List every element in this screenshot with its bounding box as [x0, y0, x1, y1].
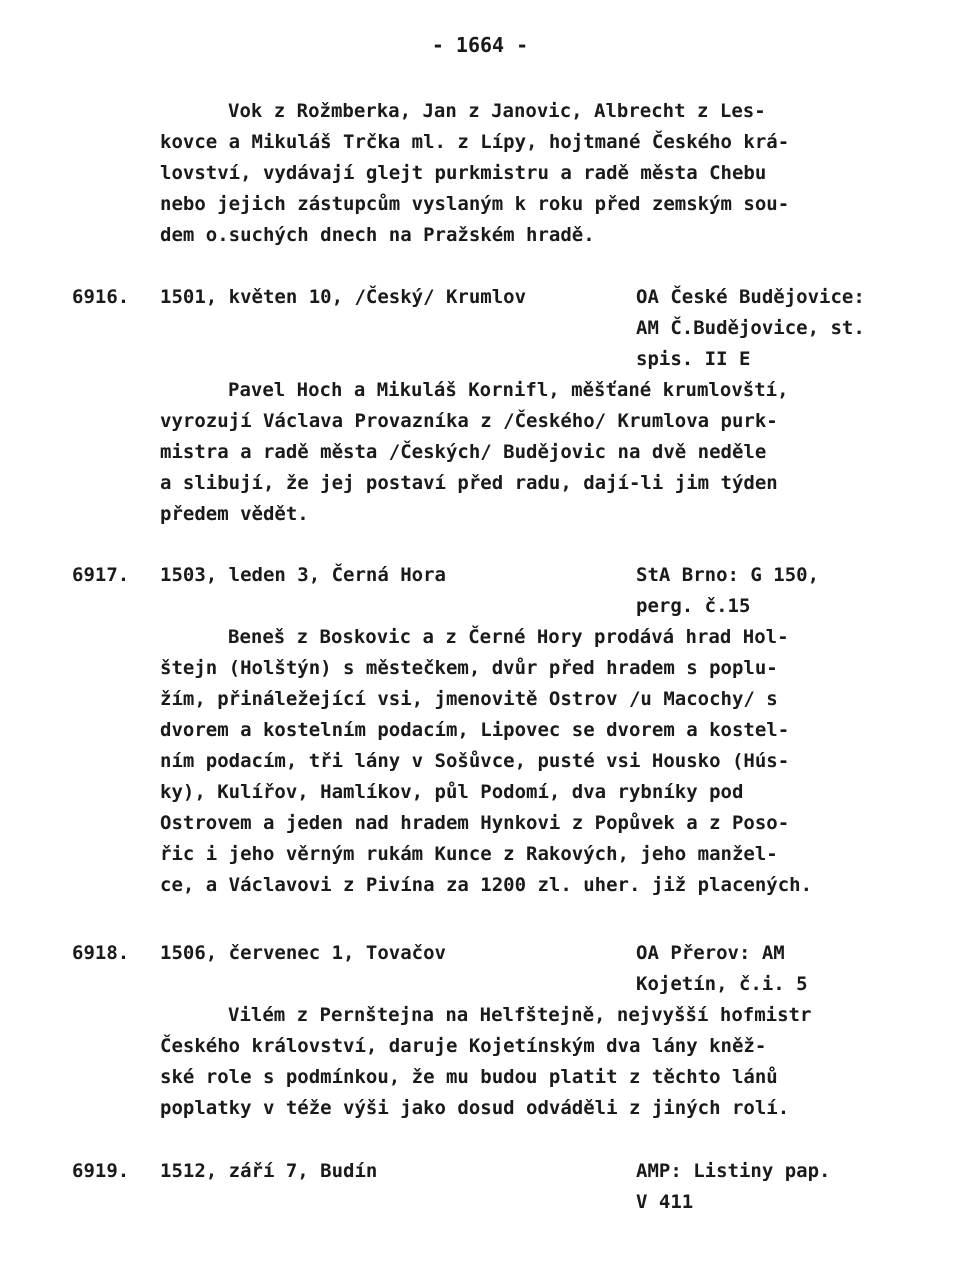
entry-date-place: 1512, září 7, Budín [160, 1160, 378, 1182]
text-line: ním podacím, tři lány v Sošůvce, pusté vsi Housko (Hús- [160, 750, 790, 772]
entry-body [160, 622, 880, 901]
page-number: - 1664 - [431, 33, 529, 57]
text-line: nebo jejich zástupcům vyslaným k roku před zemským sou- [160, 193, 790, 215]
archive-line: spis. II E [636, 348, 751, 370]
text-line: štejn (Holštýn) s městečkem, dvůr před hradem s poplu- [160, 657, 778, 679]
text-line: ské role s podmínkou, že mu budou platit z těchto lánů [160, 1066, 778, 1088]
text-line: dvorem a kostelním podacím, Lipovec se dvorem a kostel- [160, 719, 790, 741]
text-line: ky), Kulířov, Hamlíkov, půl Podomí, dva rybníky pod [160, 781, 744, 803]
archive-line: OA České Budějovice: [636, 286, 865, 308]
text-line: řic i jeho věrným rukám Kunce z Rakových, jeho manžel- [160, 843, 778, 865]
text-line: mistra a radě města /Českých/ Budějovic na dvě neděle [160, 441, 767, 463]
entry-body [160, 375, 880, 530]
text-line: Pavel Hoch a Mikuláš Kornifl, měšťané krumlovští, [228, 379, 789, 401]
archive-line: perg. č.15 [636, 595, 751, 617]
text-line: Českého království, daruje Kojetínským dva lány kněž- [160, 1035, 767, 1057]
archive-line: OA Přerov: AM [636, 942, 785, 964]
entry-archive-reference [636, 282, 936, 375]
entry-archive-reference [636, 938, 936, 1000]
entry-number: 6919. [72, 1160, 130, 1182]
intro-paragraph [160, 96, 880, 251]
text-line: vyrozují Václava Provazníka z /Českého/ Krumlova purk- [160, 410, 778, 432]
text-line: Vilém z Pernštejna na Helfštejně, nejvyšší hofmistr [228, 1004, 812, 1026]
archive-line: Kojetín, č.i. 5 [636, 973, 808, 995]
text-line: lovství, vydávají glejt purkmistru a radě města Chebu [160, 162, 767, 184]
text-line: Ostrovem a jeden nad hradem Hynkovi z Popůvek a z Poso- [160, 812, 790, 834]
entry-date-place: 1503, leden 3, Černá Hora [160, 564, 446, 586]
text-line: a slibují, že jej postaví před radu, dají-li jim týden [160, 472, 778, 494]
entry-archive-reference [636, 560, 936, 622]
entry-archive-reference [636, 1156, 936, 1218]
entry-number: 6918. [72, 942, 130, 964]
text-line: žím, přináležející vsi, jmenovitě Ostrov /u Macochy/ s [160, 688, 778, 710]
entry-date-place: 1506, červenec 1, Tovačov [160, 942, 446, 964]
text-line: Beneš z Boskovic a z Černé Hory prodává hrad Hol- [228, 626, 789, 648]
entry-body [160, 1000, 880, 1124]
archive-line: StA Brno: G 150, [636, 564, 820, 586]
text-line: poplatky v téže výši jako dosud odváděli z jiných rolí. [160, 1097, 790, 1119]
archive-line: AMP: Listiny pap. [636, 1160, 831, 1182]
text-line: kovce a Mikuláš Trčka ml. z Lípy, hojtmané Českého krá- [160, 131, 790, 153]
text-line: ce, a Václavovi z Pivína za 1200 zl. uher. již placených. [160, 874, 813, 896]
entry-number: 6917. [72, 564, 130, 586]
entry-number: 6916. [72, 286, 130, 308]
text-line: dem o.suchých dnech na Pražském hradě. [160, 224, 595, 246]
archive-line: V 411 [636, 1191, 694, 1213]
archive-line: AM Č.Budějovice, st. [636, 317, 865, 339]
entry-date-place: 1501, květen 10, /Český/ Krumlov [160, 286, 527, 308]
text-line: Vok z Rožmberka, Jan z Janovic, Albrecht z Les- [228, 100, 766, 122]
text-line: předem vědět. [160, 503, 309, 525]
